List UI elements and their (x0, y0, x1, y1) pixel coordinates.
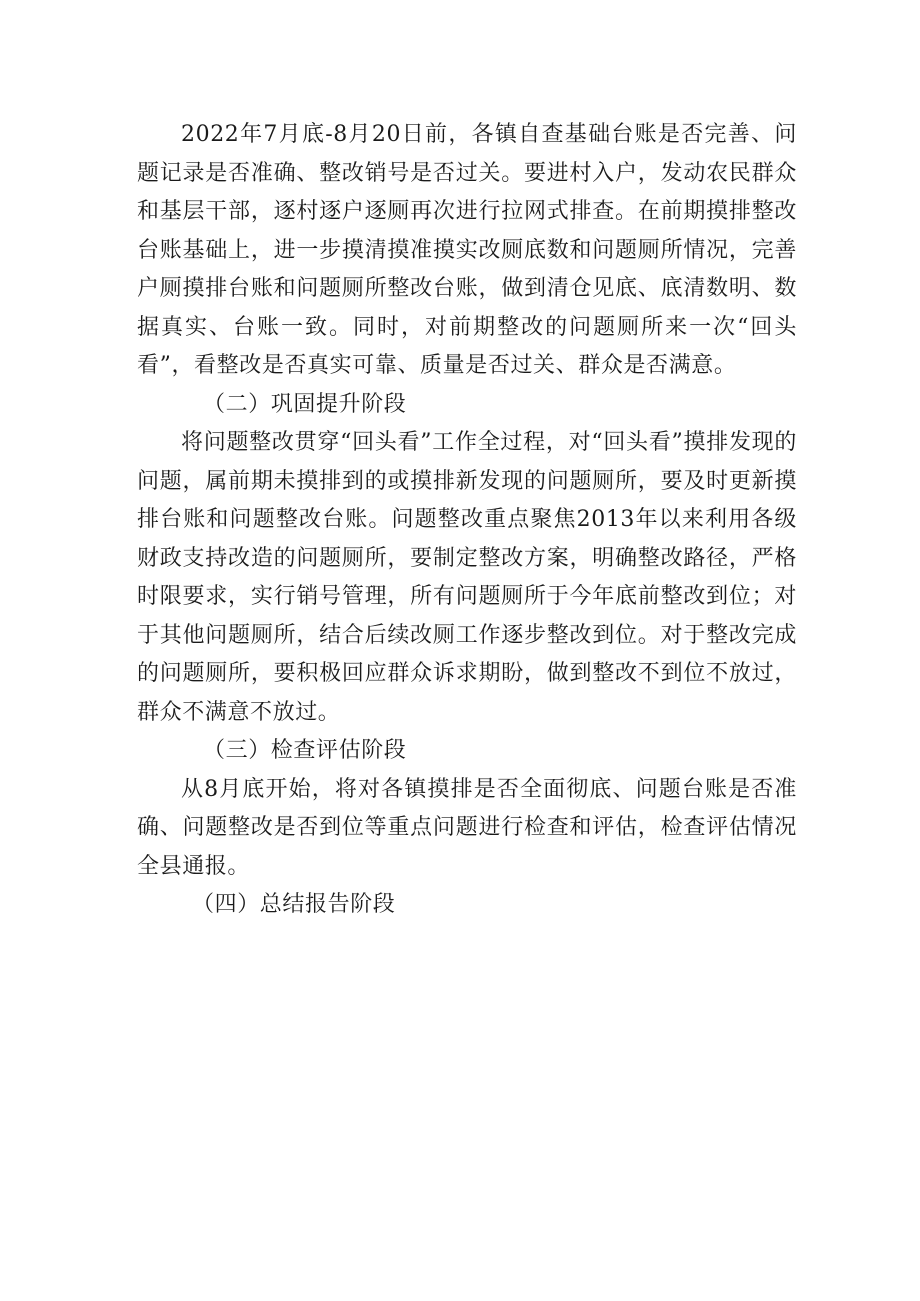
paragraph-consolidation: 将问题整改贯穿“回头看”工作全过程，对“回头看”摸排发现的问题，属前期未摸排到的或摸排新发现的问题厕所，要及时更新摸排台账和问题整改台账。问题整改重点聚焦2013年以来利用各级财政支持改造的问题厕所，要制定整改方案，明确整改路径，严格时限要求，实行销号管理，所有问题厕所于今年底前整改到位；对于其他问题厕所，结合后续改厕工作逐步整改到位。对于整改完成的问题厕所，要积极回应群众诉求期盼，做到整改不到位不放过，群众不满意不放过。 (137, 430, 797, 725)
section-heading-consolidation: （二）巩固提升阶段 (203, 391, 407, 417)
document-body (137, 116, 797, 925)
paragraph-self-check: 2022年7月底-8月20日前，各镇自查基础台账是否完善、问题记录是否准确、整改销号是否过关。要进村入户，发动农民群众和基层干部，逐村逐户逐厕再次进行拉网式排查。在前期摸排整改台账基础上，进一步摸清摸准摸实改厕底数和问题厕所情况，完善户厕摸排台账和问题厕所整改台账，做到清仓见底、底清数明、数据真实、台账一致。同时，对前期整改的问题厕所来一次“回头看”，看整改是否真实可靠、质量是否过关、群众是否满意。 (137, 122, 797, 378)
section-heading-summary: （四）总结报告阶段 (192, 892, 396, 917)
section-heading-inspection: （三）检查评估阶段 (203, 738, 407, 763)
paragraph-inspection: 从8月底开始，将对各镇摸排是否全面彻底、问题台账是否准确、问题整改是否到位等重点问题进行检查和评估，检查评估情况全县通报。 (137, 776, 797, 879)
